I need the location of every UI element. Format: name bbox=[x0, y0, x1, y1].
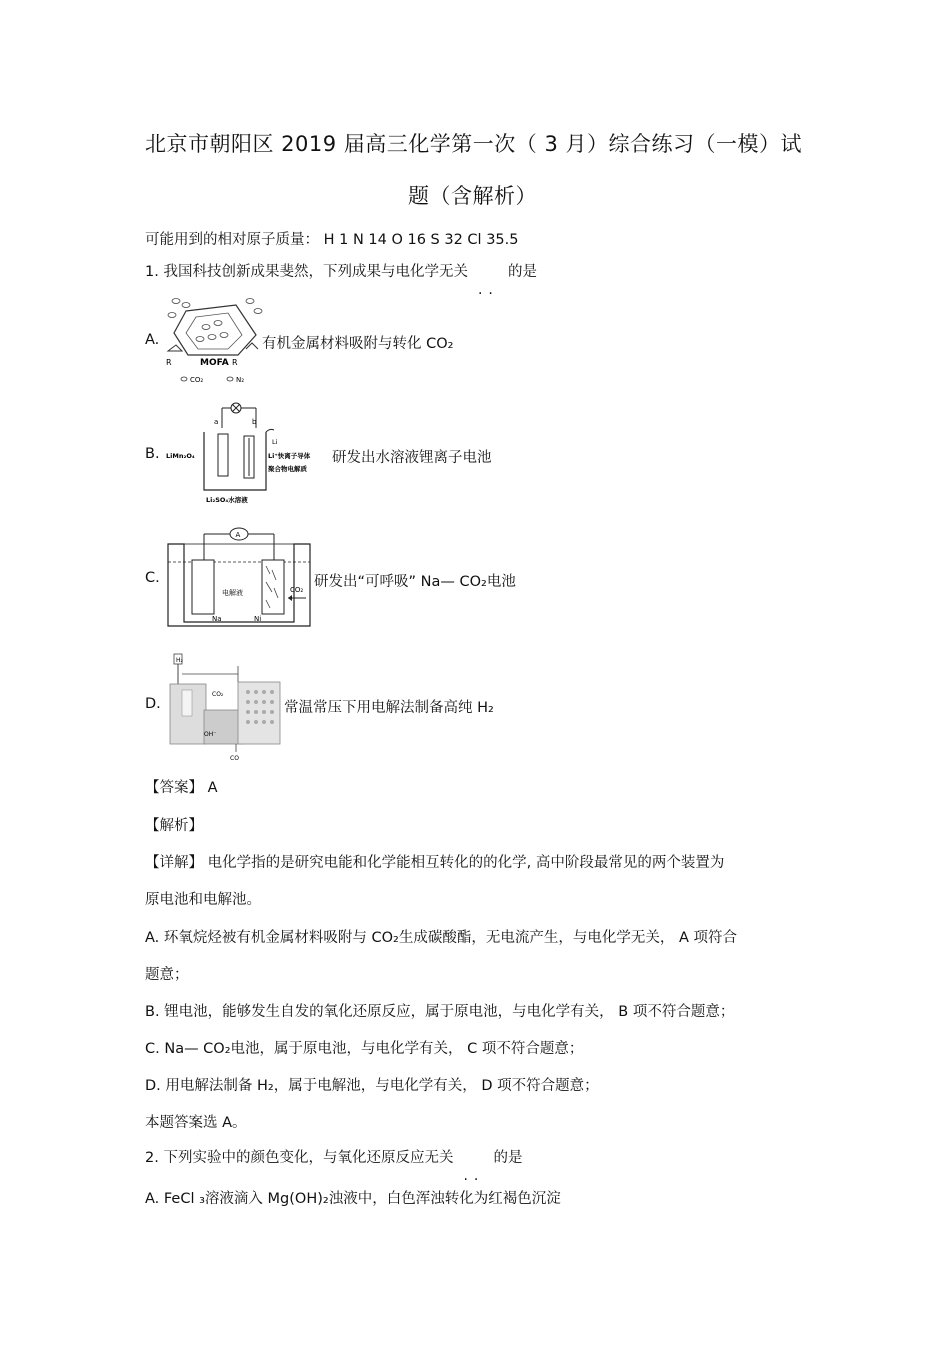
ni-electrode-label: Ni bbox=[254, 615, 262, 623]
q1-analysis-heading: 【解析】 bbox=[145, 818, 203, 834]
oh-ion-label: OH⁻ bbox=[204, 731, 217, 738]
q1-option-c-label: C. bbox=[145, 570, 160, 586]
battery-li-label: Li bbox=[272, 438, 278, 446]
q1-option-d-label: D. bbox=[145, 696, 161, 712]
q2-stem-pre: 2. 下列实验中的颜色变化，与氧化还原反应无关 bbox=[145, 1150, 454, 1166]
electrolysis-figure bbox=[168, 652, 284, 762]
co2-label: CO₂ bbox=[212, 691, 224, 698]
h2-outlet-label: H₂ bbox=[176, 657, 183, 664]
q1-option-a-label: A. bbox=[145, 332, 160, 348]
page-title-line-2: 题（含解析） bbox=[408, 184, 537, 208]
mofa-r-left: R bbox=[166, 358, 172, 367]
q1-option-b-text: 研发出水溶液锂离子电池 bbox=[332, 450, 492, 466]
page-title-line-1: 北京市朝阳区 2019 届高三化学第一次（ 3 月）综合练习（一模）试 bbox=[145, 132, 803, 156]
mofa-figure bbox=[166, 293, 266, 391]
q1-option-d-text: 常温常压下用电解法制备高纯 H₂ bbox=[284, 700, 494, 716]
atomic-masses: 可能用到的相对原子质量： H 1 N 14 O 16 S 32 Cl 35.5 bbox=[145, 232, 519, 248]
electrolyte-label: 电解液 bbox=[222, 589, 243, 597]
battery-label-b: b bbox=[252, 418, 257, 426]
battery-label-a: a bbox=[214, 418, 219, 426]
q1-option-c-text: 研发出“可呼吸” Na— CO₂电池 bbox=[314, 574, 516, 590]
q1-option-a-text: 有机金属材料吸附与转化 CO₂ bbox=[262, 336, 454, 352]
q1-conclusion: 本题答案选 A。 bbox=[145, 1115, 247, 1131]
co2-inlet-label: CO₂ bbox=[290, 586, 304, 594]
mofa-legend-n2: N₂ bbox=[236, 376, 245, 384]
battery-electrolyte-label: Li₂SO₄水溶液 bbox=[206, 496, 248, 504]
q1-detail-line-2: 原电池和电解池。 bbox=[145, 892, 261, 908]
q1-explain-a-line-2: 题意； bbox=[145, 967, 189, 983]
q1-explain-c: C. Na— CO₂电池，属于原电池，与电化学有关， C 项不符合题意； bbox=[145, 1041, 584, 1057]
na-co2-battery-figure bbox=[166, 522, 312, 628]
q1-explain-a-line-1: A. 环氧烷烃被有机金属材料吸附与 CO₂生成碳酸酯，无电流产生，与电化学无关， A 项符合 bbox=[145, 930, 737, 946]
q1-detail-line-1: 【详解】 电化学指的是研究电能和化学能相互转化的的化学, 高中阶段最常见的两个装置为 bbox=[145, 855, 725, 871]
q2-option-a: A. FeCl ₃溶液滴入 Mg(OH)₂浊液中，白色浑浊转化为红褐色沉淀 bbox=[145, 1191, 561, 1207]
battery-left-label: LiMn₂O₄ bbox=[166, 452, 195, 460]
q2-stem: 2. 下列实验中的颜色变化，与氧化还原反应无关 .. 的是 bbox=[145, 1150, 523, 1184]
q1-stem: 1. 我国科技创新成果斐然，下列成果与电化学无关 .. 的是 bbox=[145, 264, 537, 298]
lithium-battery-figure bbox=[166, 398, 336, 506]
q1-option-b-label: B. bbox=[145, 446, 160, 462]
q1-stem-pre: 1. 我国科技创新成果斐然，下列成果与电化学无关 bbox=[145, 264, 468, 280]
q1-answer: 【答案】 A bbox=[145, 780, 218, 796]
q1-explain-b: B. 锂电池，能够发生自发的氧化还原反应，属于原电池，与电化学有关， B 项不符合题意； bbox=[145, 1004, 735, 1020]
mofa-legend-co2: CO₂ bbox=[190, 376, 204, 384]
battery-conductor-label: Li⁺快离子导体 bbox=[268, 452, 311, 460]
battery-polymer-label: 聚合物电解质 bbox=[268, 465, 307, 473]
ammeter-label: A bbox=[235, 531, 241, 539]
q1-stem-post: 的是 bbox=[507, 264, 537, 280]
co-outlet-label: CO bbox=[230, 755, 239, 762]
na-electrode-label: Na bbox=[212, 615, 222, 623]
q2-stem-post: 的是 bbox=[493, 1150, 523, 1166]
mofa-r-right: R bbox=[232, 358, 238, 367]
mofa-center-label: MOFA bbox=[200, 358, 229, 368]
q1-explain-d: D. 用电解法制备 H₂，属于电解池，与电化学有关， D 项不符合题意； bbox=[145, 1078, 599, 1094]
